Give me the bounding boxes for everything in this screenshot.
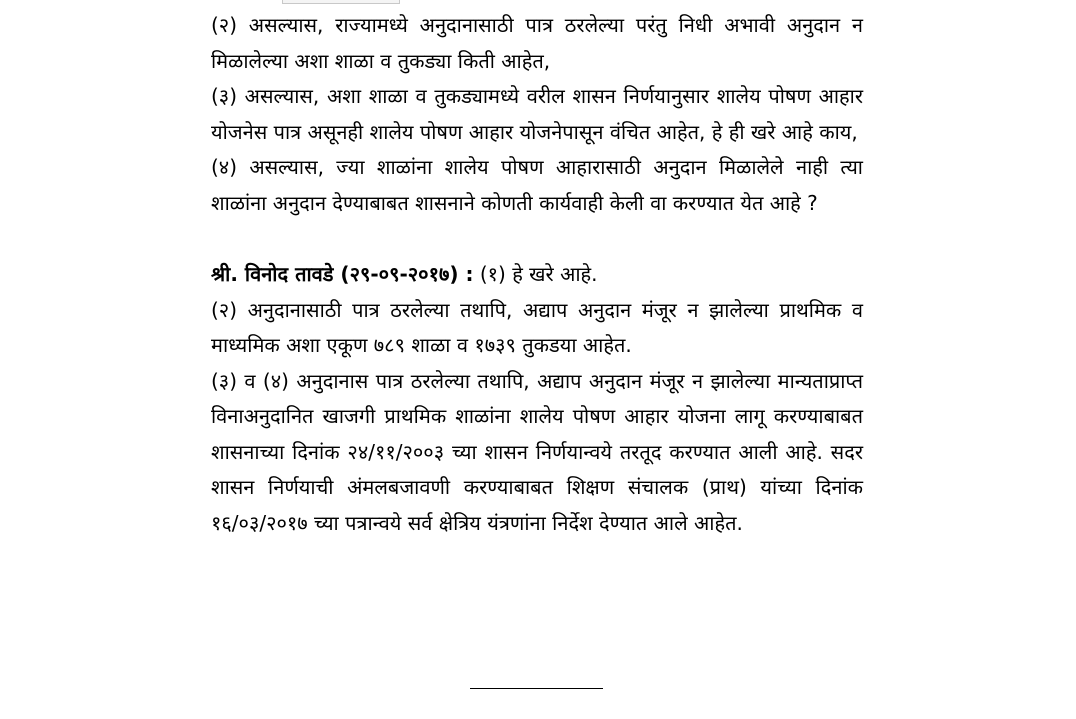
answer-speaker: श्री. विनोद तावडे (२९-०९-२०१७) : [211, 262, 474, 286]
answer-part-2: (२) अनुदानासाठी पात्र ठरलेल्या तथापि, अद्याप अनुदान मंजूर न झालेल्या प्राथमिक व माध्यमिक अशा एकूण ७८९ शाळा व १७३९ तुकडया आहेत. [211, 297, 863, 357]
answer-intro [211, 257, 863, 293]
question-part-3: (३) असल्यास, अशा शाळा व तुकड्यामध्ये वरील शासन निर्णयानुसार शालेय पोषण आहार योजनेस पात्र असूनही शालेय पोषण आहार योजनेपासून वंचित आहेत, हे ही खरे आहे काय, [211, 84, 863, 144]
answer-part-3-4: (३) व (४) अनुदानास पात्र ठरलेल्या तथापि, अद्याप अनुदान मंजूर न झालेल्या मान्यताप्राप्त विनाअनुदानित खाजगी प्राथमिक शाळांना शालेय पोषण आहार योजना लागू करण्याबाबत शासनाच्या दिनांक २४/११/२००३ च्या शासन निर्णयान्वये तरतूद करण्यात आली आहे. सदर शासन निर्णयाची अंमलबजावणी करण्याबाबत शिक्षण संचालक (प्राथ) यांच्या दिनांक १६/०३/२०१७ च्या पत्रान्वये सर्व क्षेत्रिय यंत्रणांना निर्देश देण्यात आले आहेत. [211, 368, 863, 535]
end-divider [470, 688, 603, 689]
top-scroll-tab [282, 0, 400, 4]
paragraph-spacer [211, 221, 863, 257]
answer-part-1: (१) हे खरे आहे. [479, 262, 598, 286]
question-part-4: (४) असल्यास, ज्या शाळांना शालेय पोषण आहारासाठी अनुदान मिळालेले नाही त्या शाळांना अनुदान देण्याबाबत शासनाने कोणती कार्यवाही केली वा करण्यात येत आहे ? [211, 155, 863, 215]
question-part-2: (२) असल्यास, राज्यामध्ये अनुदानासाठी पात्र ठरलेल्या परंतु निधी अभावी अनुदान न मिळालेल्या अशा शाळा व तुकड्या किती आहेत, [211, 13, 863, 73]
document-page [211, 8, 863, 541]
